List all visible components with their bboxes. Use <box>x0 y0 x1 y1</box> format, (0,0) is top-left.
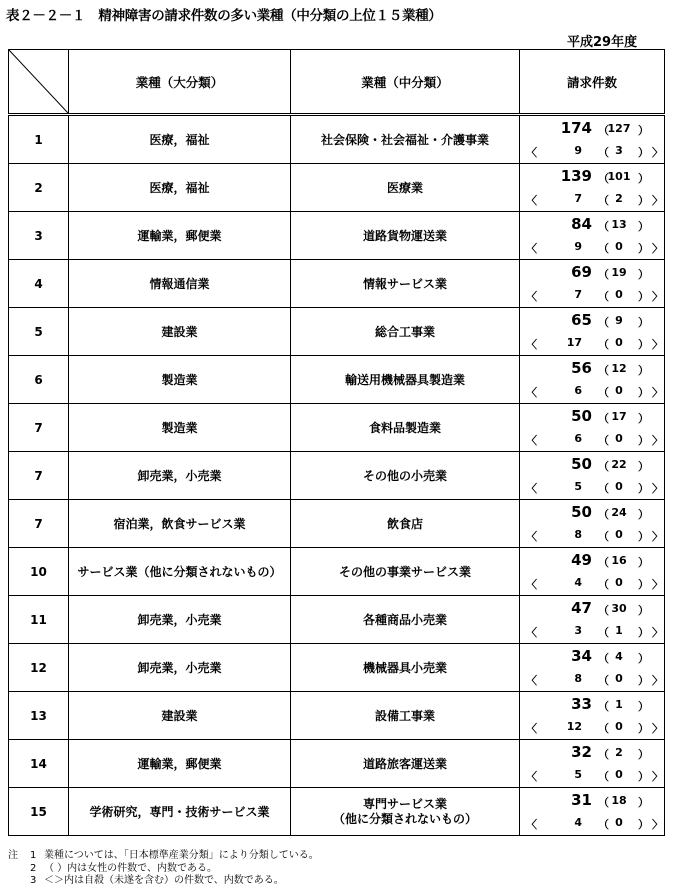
female-claims: 24 <box>611 506 627 519</box>
paren-open: （ <box>598 364 609 377</box>
suicide-claims: 8 <box>574 672 582 685</box>
middle-category-label: 総合工事業 <box>374 325 435 339</box>
paren-close: ） <box>638 700 649 713</box>
suicide-female-claims: 0 <box>615 816 623 829</box>
major-category-cell: 医療，福祉 <box>69 164 291 212</box>
angle-close: 〉 <box>652 434 663 447</box>
female-claims: 19 <box>611 266 627 279</box>
middle-category-label: 設備工事業 <box>374 709 435 723</box>
angle-open: 〈 <box>526 242 537 255</box>
major-category-cell: 製造業 <box>69 356 291 404</box>
paren-close: ） <box>638 290 649 303</box>
paren-close: ） <box>638 364 649 377</box>
suicide-female-claims: 0 <box>615 336 623 349</box>
female-claims: 13 <box>611 218 627 231</box>
rank-cell: 1 <box>9 115 69 164</box>
paren-open: （ <box>598 796 609 809</box>
major-category-cell: 卸売業，小売業 <box>69 644 291 692</box>
footnote-number: 3 <box>30 875 37 886</box>
claim-count-cell <box>520 500 665 548</box>
angle-open: 〈 <box>526 674 537 687</box>
total-claims: 32 <box>571 743 592 761</box>
claim-count-cell <box>520 596 665 644</box>
paren-open: （ <box>598 530 609 543</box>
middle-category-label: 社会保険・社会福祉・介護事業 <box>320 133 489 147</box>
paren-open: （ <box>598 220 609 233</box>
female-claims: 4 <box>615 650 623 663</box>
angle-open: 〈 <box>526 578 537 591</box>
paren-close: ） <box>638 220 649 233</box>
paren-close: ） <box>638 530 649 543</box>
suicide-female-claims: 0 <box>615 480 623 493</box>
total-claims: 139 <box>560 167 592 185</box>
paren-open: （ <box>598 508 609 521</box>
middle-category-cell <box>291 404 520 452</box>
footnote-prefix: 注 <box>8 850 18 861</box>
paren-close: ） <box>638 172 649 185</box>
corner-diagonal-cell <box>9 50 69 115</box>
female-claims: 16 <box>611 554 627 567</box>
footnote-3 <box>8 875 319 888</box>
paren-close: ） <box>638 124 649 137</box>
angle-open: 〈 <box>526 770 537 783</box>
middle-category-label: 情報サービス業 <box>362 277 447 291</box>
suicide-female-claims: 0 <box>615 384 623 397</box>
paren-open: （ <box>598 316 609 329</box>
suicide-claims: 4 <box>574 576 582 589</box>
rank-cell: 2 <box>9 164 69 212</box>
angle-close: 〉 <box>652 626 663 639</box>
table-row <box>9 740 665 788</box>
paren-close: ） <box>638 508 649 521</box>
middle-category-cell <box>291 115 520 164</box>
paren-close: ） <box>638 338 649 351</box>
middle-category-cell <box>291 692 520 740</box>
paren-open: （ <box>598 604 609 617</box>
major-category-cell: 製造業 <box>69 404 291 452</box>
paren-close: ） <box>638 386 649 399</box>
claim-count-cell <box>520 212 665 260</box>
table-row <box>9 500 665 548</box>
middle-category-cell <box>291 308 520 356</box>
suicide-female-claims: 3 <box>615 144 623 157</box>
major-category-cell: 卸売業，小売業 <box>69 452 291 500</box>
suicide-female-claims: 0 <box>615 672 623 685</box>
angle-close: 〉 <box>652 338 663 351</box>
claim-count-cell <box>520 308 665 356</box>
total-claims: 47 <box>571 599 592 617</box>
middle-category-cell <box>291 356 520 404</box>
rank-cell: 7 <box>9 404 69 452</box>
paren-close: ） <box>638 146 649 159</box>
angle-open: 〈 <box>526 722 537 735</box>
paren-open: （ <box>598 268 609 281</box>
angle-close: 〉 <box>652 530 663 543</box>
major-category-cell: 建設業 <box>69 692 291 740</box>
female-claims: 30 <box>611 602 627 615</box>
angle-open: 〈 <box>526 194 537 207</box>
rank-cell: 3 <box>9 212 69 260</box>
claim-count-cell <box>520 356 665 404</box>
rank-cell: 14 <box>9 740 69 788</box>
suicide-claims: 8 <box>574 528 582 541</box>
suicide-female-claims: 0 <box>615 240 623 253</box>
middle-category-cell <box>291 212 520 260</box>
middle-category-cell <box>291 548 520 596</box>
suicide-claims: 9 <box>574 240 582 253</box>
paren-close: ） <box>638 578 649 591</box>
major-category-cell: サービス業（他に分類されないもの） <box>69 548 291 596</box>
major-category-cell: 建設業 <box>69 308 291 356</box>
paren-close: ） <box>638 674 649 687</box>
female-claims: 1 <box>615 698 623 711</box>
middle-category-cell <box>291 500 520 548</box>
angle-open: 〈 <box>526 146 537 159</box>
industry-claims-table <box>8 49 665 836</box>
middle-category-cell <box>291 788 520 836</box>
angle-close: 〉 <box>652 290 663 303</box>
paren-open: （ <box>598 748 609 761</box>
table-row <box>9 692 665 740</box>
total-claims: 50 <box>571 503 592 521</box>
table-row <box>9 596 665 644</box>
suicide-female-claims: 0 <box>615 528 623 541</box>
claim-count-cell <box>520 164 665 212</box>
angle-open: 〈 <box>526 434 537 447</box>
major-category-cell: 運輸業，郵便業 <box>69 212 291 260</box>
claim-count-cell <box>520 548 665 596</box>
angle-close: 〉 <box>652 194 663 207</box>
paren-open: （ <box>598 626 609 639</box>
header-middle-category: 業種（中分類） <box>291 50 520 115</box>
paren-open: （ <box>598 700 609 713</box>
suicide-claims: 5 <box>574 768 582 781</box>
total-claims: 174 <box>560 119 592 137</box>
table-row <box>9 212 665 260</box>
footnote-2 <box>8 863 319 876</box>
angle-close: 〉 <box>652 242 663 255</box>
table-row <box>9 452 665 500</box>
rank-cell: 11 <box>9 596 69 644</box>
female-claims: 9 <box>615 314 623 327</box>
footnotes <box>8 850 319 888</box>
suicide-claims: 3 <box>574 624 582 637</box>
footnote-number: 2 <box>30 862 37 874</box>
rank-cell: 10 <box>9 548 69 596</box>
female-claims: 12 <box>611 362 627 375</box>
angle-open: 〈 <box>526 530 537 543</box>
footnote-number: 1 <box>30 850 37 861</box>
suicide-female-claims: 0 <box>615 768 623 781</box>
middle-category-line2: （他に分類されないもの） <box>332 811 477 826</box>
claim-count-cell <box>520 644 665 692</box>
female-claims: 2 <box>615 746 623 759</box>
total-claims: 49 <box>571 551 592 569</box>
middle-category-label: 各種商品小売業 <box>362 613 447 627</box>
female-claims: 17 <box>611 410 627 423</box>
suicide-claims: 4 <box>574 816 582 829</box>
fiscal-year-label: 平成29年度 <box>567 35 638 50</box>
suicide-female-claims: 0 <box>615 432 623 445</box>
angle-close: 〉 <box>652 674 663 687</box>
angle-close: 〉 <box>652 722 663 735</box>
table-title: 表２－２－１ 精神障害の請求件数の多い業種（中分類の上位１５業種） <box>6 8 442 24</box>
total-claims: 56 <box>571 359 592 377</box>
paren-open: （ <box>598 770 609 783</box>
paren-close: ） <box>638 604 649 617</box>
angle-close: 〉 <box>652 146 663 159</box>
diagonal-line <box>9 50 68 113</box>
major-category-cell: 宿泊業，飲食サービス業 <box>69 500 291 548</box>
paren-open: （ <box>598 578 609 591</box>
paren-close: ） <box>638 316 649 329</box>
footnote-1 <box>8 850 319 863</box>
paren-open: （ <box>598 674 609 687</box>
paren-close: ） <box>638 268 649 281</box>
suicide-female-claims: 1 <box>615 624 623 637</box>
paren-close: ） <box>638 770 649 783</box>
suicide-female-claims: 2 <box>615 192 623 205</box>
suicide-claims: 7 <box>574 192 582 205</box>
paren-open: （ <box>598 242 609 255</box>
paren-open: （ <box>598 482 609 495</box>
middle-category-label: その他の小売業 <box>362 469 447 483</box>
suicide-female-claims: 0 <box>615 720 623 733</box>
middle-category-label: 道路貨物運送業 <box>362 229 447 243</box>
rank-cell: 13 <box>9 692 69 740</box>
paren-close: ） <box>638 556 649 569</box>
suicide-claims: 9 <box>574 144 582 157</box>
table-row <box>9 308 665 356</box>
rank-cell: 7 <box>9 452 69 500</box>
header-row <box>9 50 665 115</box>
paren-open: （ <box>598 290 609 303</box>
table-row <box>9 356 665 404</box>
suicide-claims: 5 <box>574 480 582 493</box>
suicide-claims: 6 <box>574 432 582 445</box>
middle-category-label: 道路旅客運送業 <box>362 757 447 771</box>
paren-open: （ <box>598 722 609 735</box>
middle-category-cell <box>291 260 520 308</box>
paren-open: （ <box>598 556 609 569</box>
claim-count-cell <box>520 740 665 788</box>
angle-open: 〈 <box>526 386 537 399</box>
middle-category-label: 食料品製造業 <box>368 421 441 435</box>
rank-cell: 5 <box>9 308 69 356</box>
major-category-cell: 医療，福祉 <box>69 115 291 164</box>
table-row <box>9 115 665 164</box>
paren-close: ） <box>638 194 649 207</box>
paren-close: ） <box>638 482 649 495</box>
paren-close: ） <box>638 460 649 473</box>
angle-close: 〉 <box>652 386 663 399</box>
paren-open: （ <box>598 146 609 159</box>
paren-close: ） <box>638 722 649 735</box>
angle-close: 〉 <box>652 482 663 495</box>
paren-close: ） <box>638 748 649 761</box>
claim-count-cell <box>520 404 665 452</box>
paren-open: （ <box>598 412 609 425</box>
paren-close: ） <box>638 652 649 665</box>
angle-open: 〈 <box>526 290 537 303</box>
total-claims: 50 <box>571 407 592 425</box>
angle-close: 〉 <box>652 818 663 831</box>
middle-category-label: 機械器具小売業 <box>362 661 447 675</box>
paren-open: （ <box>598 194 609 207</box>
paren-close: ） <box>638 818 649 831</box>
paren-open: （ <box>598 338 609 351</box>
claim-count-cell <box>520 788 665 836</box>
paren-close: ） <box>638 796 649 809</box>
total-claims: 69 <box>571 263 592 281</box>
paren-open: （ <box>598 124 609 137</box>
suicide-female-claims: 0 <box>615 576 623 589</box>
female-claims: 22 <box>611 458 627 471</box>
rank-cell: 12 <box>9 644 69 692</box>
major-category-cell: 運輸業，郵便業 <box>69 740 291 788</box>
paren-close: ） <box>638 434 649 447</box>
table-row <box>9 548 665 596</box>
angle-open: 〈 <box>526 818 537 831</box>
table-row <box>9 164 665 212</box>
middle-category-cell <box>291 164 520 212</box>
middle-category-cell <box>291 644 520 692</box>
angle-close: 〉 <box>652 578 663 591</box>
suicide-claims: 17 <box>566 336 582 349</box>
suicide-claims: 7 <box>574 288 582 301</box>
angle-open: 〈 <box>526 482 537 495</box>
middle-category-cell <box>291 452 520 500</box>
female-claims: 18 <box>611 794 627 807</box>
paren-close: ） <box>638 626 649 639</box>
middle-category-cell <box>291 596 520 644</box>
table-row <box>9 404 665 452</box>
claim-count-cell <box>520 260 665 308</box>
paren-close: ） <box>638 412 649 425</box>
footnote-text: ＜＞内は自殺（未遂を含む）の件数で、内数である。 <box>44 875 284 886</box>
major-category-cell: 学術研究，専門・技術サービス業 <box>69 788 291 836</box>
angle-open: 〈 <box>526 338 537 351</box>
female-claims: 127 <box>607 122 631 135</box>
table-row <box>9 260 665 308</box>
rank-cell: 4 <box>9 260 69 308</box>
middle-category-cell <box>291 740 520 788</box>
angle-open: 〈 <box>526 626 537 639</box>
paren-open: （ <box>598 434 609 447</box>
total-claims: 34 <box>571 647 592 665</box>
claim-count-cell <box>520 452 665 500</box>
paren-open: （ <box>598 652 609 665</box>
paren-close: ） <box>638 242 649 255</box>
paren-open: （ <box>598 386 609 399</box>
total-claims: 33 <box>571 695 592 713</box>
rank-cell: 6 <box>9 356 69 404</box>
table-row <box>9 788 665 836</box>
major-category-cell: 卸売業，小売業 <box>69 596 291 644</box>
header-claim-count: 請求件数 <box>520 50 665 115</box>
middle-category-label: 飲食店 <box>386 517 423 531</box>
middle-category-line1: 専門サービス業 <box>362 796 447 811</box>
total-claims: 31 <box>571 791 592 809</box>
rank-cell: 7 <box>9 500 69 548</box>
table-row <box>9 644 665 692</box>
paren-open: （ <box>598 818 609 831</box>
total-claims: 50 <box>571 455 592 473</box>
footnote-text: 業種については、「日本標準産業分類」により分類している。 <box>44 850 319 861</box>
total-claims: 65 <box>571 311 592 329</box>
header-major-category: 業種（大分類） <box>69 50 291 115</box>
footnote-text: （ ）内は女性の件数で、内数である。 <box>44 862 217 874</box>
paren-open: （ <box>598 172 609 185</box>
rank-cell: 15 <box>9 788 69 836</box>
suicide-claims: 12 <box>566 720 582 733</box>
middle-category-label: その他の事業サービス業 <box>338 565 471 579</box>
female-claims: 101 <box>607 170 631 183</box>
claim-count-cell <box>520 692 665 740</box>
suicide-female-claims: 0 <box>615 288 623 301</box>
middle-category-label: 医療業 <box>386 181 423 195</box>
total-claims: 84 <box>571 215 592 233</box>
claim-count-cell <box>520 115 665 164</box>
paren-open: （ <box>598 460 609 473</box>
middle-category-label: 輸送用機械器具製造業 <box>344 373 465 387</box>
angle-close: 〉 <box>652 770 663 783</box>
major-category-cell: 情報通信業 <box>69 260 291 308</box>
suicide-claims: 6 <box>574 384 582 397</box>
